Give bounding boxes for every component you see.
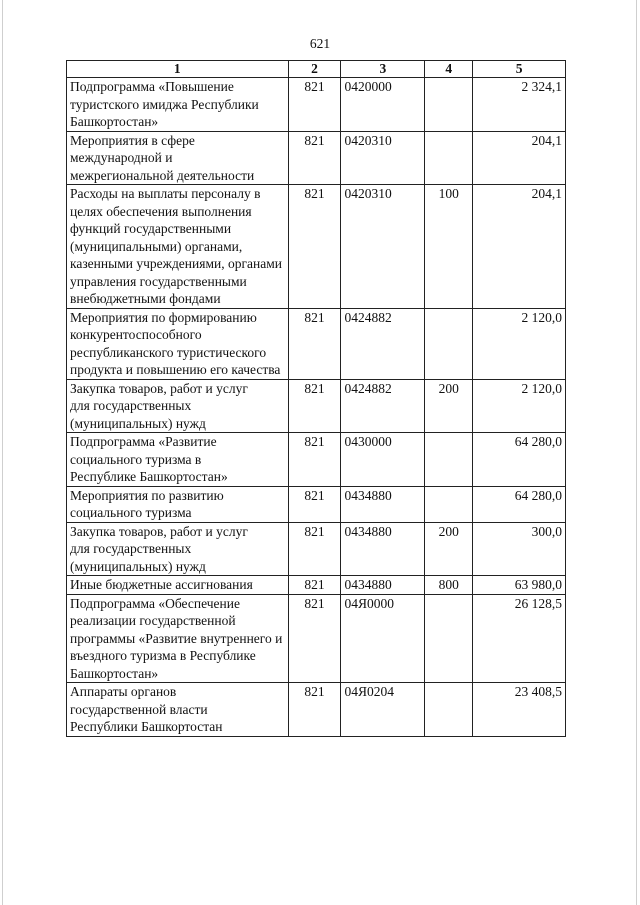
header-col-5: 5 [473,61,566,78]
row-target-article-cell: 0434880 [341,522,425,576]
budget-table [66,60,566,737]
row-name-cell [67,308,289,379]
row-target-article-cell: 0430000 [341,433,425,487]
row-name-text: Подпрограмма «Повышение туристского имиджа Республики Башкортостан» [70,79,259,129]
table-row [67,594,566,683]
table-row [67,522,566,576]
table-row [67,308,566,379]
row-amount-cell: 26 128,5 [473,594,566,683]
row-amount-cell: 300,0 [473,522,566,576]
row-name-text: Мероприятия по развитию социального туризма [70,487,224,520]
row-expense-type-cell [425,594,473,683]
table-row [67,576,566,595]
header-col-2: 2 [288,61,341,78]
row-name-text: Закупка товаров, работ и услуг для государственных (муниципальных) нужд [70,380,248,431]
row-expense-type-cell [425,78,473,132]
row-code-cell: 821 [288,131,341,185]
page-number: 621 [309,36,331,51]
header-col-1: 1 [67,61,289,78]
row-amount-cell: 63 980,0 [473,576,566,595]
row-target-article-cell: 0424882 [341,308,425,379]
row-amount-cell: 23 408,5 [473,683,566,737]
row-name-text: Подпрограмма «Развитие социального туризма в Республике Башкортостан» [70,434,228,484]
row-expense-type-cell: 800 [425,576,473,595]
row-name-text: Закупка товаров, работ и услуг для государственных (муниципальных) нужд [70,523,248,574]
row-name-cell [67,433,289,487]
row-expense-type-cell [425,308,473,379]
row-name-cell [67,185,289,309]
row-name-cell [67,131,289,185]
row-amount-cell: 64 280,0 [473,433,566,487]
table-row [67,78,566,132]
row-target-article-cell: 0420310 [341,185,425,309]
table-body [67,78,566,737]
row-name-text: Мероприятия в сфере международной и межрегиональной деятельности [70,132,255,183]
row-target-article-cell: 0420000 [341,78,425,132]
row-amount-cell: 204,1 [473,131,566,185]
table-row [67,683,566,737]
row-target-article-cell: 0434880 [341,486,425,522]
row-code-cell: 821 [288,185,341,309]
row-name-cell [67,486,289,522]
row-target-article-cell: 0420310 [341,131,425,185]
row-expense-type-cell [425,486,473,522]
row-expense-type-cell: 200 [425,522,473,576]
row-target-article-cell: 0434880 [341,576,425,595]
scan-right-edge [636,0,637,905]
row-name-cell [67,683,289,737]
row-target-article-cell: 0424882 [341,379,425,433]
row-code-cell: 821 [288,433,341,487]
row-code-cell: 821 [288,379,341,433]
header-col-4: 4 [425,61,473,78]
row-amount-cell: 204,1 [473,185,566,309]
header-row [67,61,566,78]
row-code-cell: 821 [288,594,341,683]
scan-left-edge [2,0,3,905]
row-amount-cell: 2 120,0 [473,379,566,433]
row-name-cell [67,594,289,683]
row-name-cell [67,78,289,132]
row-name-text: Расходы на выплаты персоналу в целях обеспечения выполнения функций государственными (муниципальными) органами, казенными учреждениями, органами управления государственными внебюджетными фондами [70,186,282,306]
row-amount-cell: 64 280,0 [473,486,566,522]
table-row [67,379,566,433]
row-name-text: Иные бюджетные ассигнования [70,577,253,592]
row-name-text: Подпрограмма «Обеспечение реализации государственной программы «Развитие внутреннего и въездного туризма в Республике Башкортостан» [70,595,283,681]
row-code-cell: 821 [288,522,341,576]
table-row [67,131,566,185]
row-target-article-cell: 04Я0000 [341,594,425,683]
table-row [67,433,566,487]
row-name-text: Аппараты органов государственной власти Республики Башкортостан [70,684,223,734]
header-col-3: 3 [341,61,425,78]
row-code-cell: 821 [288,486,341,522]
row-target-article-cell: 04Я0204 [341,683,425,737]
table-row [67,185,566,309]
row-name-text: Мероприятия по формированию конкурентоспособного республиканского туристического продукта и повышению его качества [70,309,281,377]
row-code-cell: 821 [288,683,341,737]
row-amount-cell: 2 120,0 [473,308,566,379]
row-amount-cell: 2 324,1 [473,78,566,132]
table-row [67,486,566,522]
row-code-cell: 821 [288,78,341,132]
row-expense-type-cell [425,683,473,737]
row-name-cell [67,576,289,595]
row-expense-type-cell [425,433,473,487]
row-name-cell [67,522,289,576]
row-expense-type-cell: 200 [425,379,473,433]
row-code-cell: 821 [288,308,341,379]
row-expense-type-cell [425,131,473,185]
row-code-cell: 821 [288,576,341,595]
row-expense-type-cell: 100 [425,185,473,309]
row-name-cell [67,379,289,433]
